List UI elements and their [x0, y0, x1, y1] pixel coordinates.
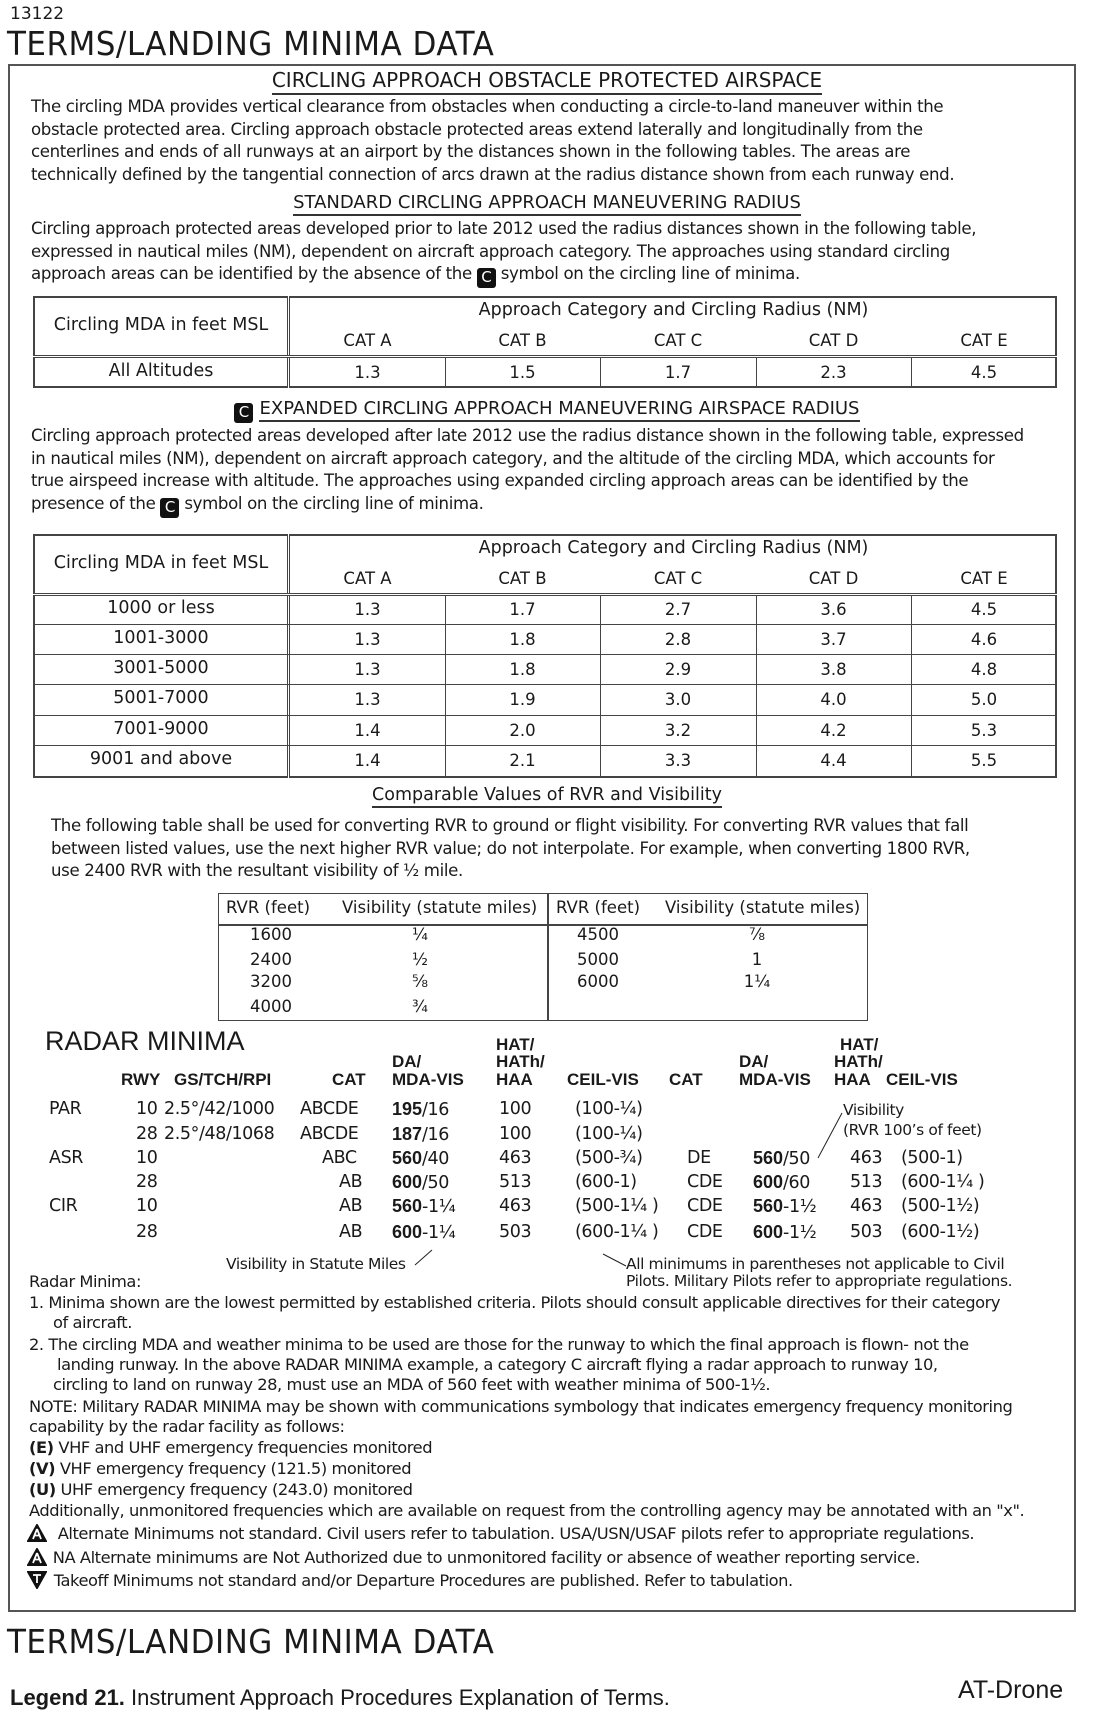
- table-cell: 1.7: [664, 363, 692, 382]
- paragraph-line: use 2400 RVR with the resultant visibility of ½ mile.: [51, 861, 463, 880]
- table-cell: 1.9: [509, 690, 536, 709]
- table-cell: 3.0: [664, 690, 692, 709]
- page-title: TERMS/LANDING MINIMA DATA: [7, 24, 495, 63]
- annotation-parentheses-note: All minimums in parentheses not applicable to Civil: [626, 1255, 1005, 1273]
- additionally-note: Additionally, unmonitored frequencies which are available on request from the controlling agency may be annotated with an "x".: [29, 1501, 1025, 1520]
- radar-minima-label: Radar Minima:: [29, 1272, 141, 1291]
- ceil-vis: (100-¼): [575, 1099, 643, 1119]
- header-gs-tch-rpi: GS/TCH/RPI: [174, 1070, 272, 1089]
- freq-item-v: [29, 1459, 411, 1479]
- runway: 28: [136, 1172, 158, 1192]
- table-cell: 1.8: [509, 660, 536, 679]
- freq-text: VHF and UHF emergency frequencies monitored: [53, 1438, 433, 1457]
- haa-2: 513: [850, 1172, 883, 1192]
- mda-value: 600: [753, 1172, 784, 1192]
- column-header-mda: Circling MDA in feet MSL: [53, 553, 269, 573]
- category: AB: [339, 1172, 363, 1192]
- symbol-description: Takeoff Minimums not standard and/or Departure Procedures are published. Refer to tabulation.: [53, 1571, 793, 1590]
- runway: 28: [136, 1124, 158, 1144]
- approach-type: ASR: [49, 1148, 84, 1168]
- table-cell: ⅞: [749, 925, 765, 944]
- haa: 463: [499, 1196, 532, 1216]
- gs-tch-rpi: 2.5°/48/1068: [164, 1124, 275, 1144]
- category: AB: [339, 1196, 363, 1216]
- heading-text: EXPANDED CIRCLING APPROACH MANEUVERING AIRSPACE RADIUS: [259, 398, 859, 422]
- table-cell: 2400: [250, 950, 292, 969]
- vis-value: /40: [422, 1149, 450, 1169]
- circling-c-symbol-icon: C: [234, 403, 253, 423]
- haa-2: 463: [850, 1148, 883, 1168]
- symbol-description: Alternate Minimums not standard. Civil users refer to tabulation. USA/USN/USAF pilots refer to appropriate regulations.: [57, 1524, 975, 1543]
- table-cell: ¾: [412, 997, 428, 1016]
- note-2-continued-2: circling to land on runway 28, must use an MDA of 560 feet with weather minima of 500-1½.: [53, 1375, 771, 1394]
- symbol-legend-alternate-na: [27, 1548, 920, 1568]
- circling-c-symbol-icon: C: [477, 268, 496, 288]
- table-cell: 1.3: [354, 660, 381, 679]
- freq-code: (V): [29, 1459, 56, 1478]
- note-1: 1. Minima shown are the lowest permitted by established criteria. Pilots should consult applicable directives for their category: [29, 1293, 1001, 1312]
- ceil-vis: (500-¾): [575, 1148, 643, 1168]
- column-header-cat-d: CAT D: [808, 331, 859, 350]
- paragraph-line: between listed values, use the next higher RVR value; do not interpolate. For example, when converting 1800 RVR,: [51, 838, 970, 858]
- caption-label: Legend 21.: [10, 1685, 125, 1710]
- annotation-visibility-rvr-units: (RVR 100’s of feet): [843, 1121, 982, 1139]
- header-hath: HATh/: [496, 1052, 545, 1071]
- mda-value: 560: [392, 1196, 423, 1216]
- haa-2: 503: [850, 1222, 883, 1242]
- table-cell: 4.0: [820, 690, 847, 709]
- table-cell: 2.3: [820, 363, 847, 382]
- vis-value: -1½: [783, 1223, 817, 1243]
- table-cell: 4.6: [970, 630, 998, 649]
- note-2: 2. The circling MDA and weather minima to be used are those for the runway to which the final approach is flown- not the: [29, 1335, 969, 1354]
- paragraph-line: true airspeed increase with altitude. The approaches using expanded circling approach areas can be identified by the: [31, 471, 969, 490]
- table-cell: ¼: [412, 925, 428, 944]
- haa: 503: [499, 1222, 532, 1242]
- paragraph-line: Circling approach protected areas developed prior to late 2012 used the radius distances shown in the following table,: [31, 219, 977, 238]
- table-cell: 2.9: [664, 660, 692, 679]
- row-label: 3001-5000: [113, 658, 209, 678]
- runway: 10: [136, 1148, 158, 1168]
- header-da: DA/: [392, 1052, 422, 1071]
- table-cell: 3.8: [820, 660, 847, 679]
- table-cell: 1.7: [509, 600, 536, 619]
- header-cat-2: CAT: [669, 1070, 703, 1089]
- column-header-rvr: RVR (feet): [556, 898, 641, 917]
- category-2: DE: [687, 1148, 711, 1168]
- table-cell: 2.7: [664, 600, 692, 619]
- category-2: CDE: [687, 1196, 723, 1216]
- haa: 513: [499, 1172, 532, 1192]
- vis-value: /50: [422, 1173, 450, 1193]
- freq-text: VHF emergency frequency (121.5) monitored: [55, 1459, 412, 1478]
- table-cell: 3.2: [664, 721, 692, 740]
- heading-text: STANDARD CIRCLING APPROACH MANEUVERING RADIUS: [293, 192, 801, 216]
- header-haa-2: HAA: [834, 1070, 871, 1089]
- ceil-vis: (600-1): [575, 1172, 637, 1192]
- row-label: 9001 and above: [89, 749, 233, 769]
- column-header-visibility: Visibility (statute miles): [665, 898, 861, 917]
- row-label: 1001-3000: [113, 628, 209, 648]
- row-label: 7001-9000: [113, 719, 209, 739]
- header-mda-vis-2: MDA-VIS: [739, 1070, 811, 1089]
- haa: 100: [499, 1124, 532, 1144]
- ceil-vis-2: (600-1½): [901, 1222, 980, 1242]
- column-group-header: Approach Category and Circling Radius (NM): [478, 538, 869, 558]
- note-2-continued: landing runway. In the above RADAR MINIMA example, a category C aircraft flying a radar approach to runway 10,: [57, 1355, 938, 1374]
- column-header-cat-b: CAT B: [498, 331, 547, 350]
- vis-value: /16: [422, 1125, 450, 1145]
- circling-c-symbol-icon: C: [160, 498, 179, 518]
- freq-code: (E): [29, 1438, 54, 1457]
- table-cell: 5.3: [970, 721, 998, 740]
- category: AB: [339, 1222, 363, 1242]
- freq-code: (U): [29, 1480, 56, 1499]
- category: ABCDE: [300, 1099, 359, 1119]
- freq-item-u: [29, 1480, 413, 1500]
- annotation-visibility-rvr: Visibility: [843, 1101, 904, 1119]
- column-header-cat-c: CAT C: [653, 331, 703, 350]
- table-cell: 4500: [577, 925, 619, 944]
- column-header-mda: Circling MDA in feet MSL: [53, 315, 269, 335]
- haa: 100: [499, 1099, 532, 1119]
- table-cell: 5000: [577, 950, 619, 969]
- row-label: All Altitudes: [108, 361, 214, 381]
- radar-minima-title: RADAR MINIMA: [45, 1026, 245, 1056]
- column-header-rvr: RVR (feet): [226, 898, 311, 917]
- ceil-vis: (100-¼): [575, 1124, 643, 1144]
- column-header-cat-a: CAT A: [343, 331, 392, 350]
- category-2: CDE: [687, 1222, 723, 1242]
- column-header-cat-b: CAT B: [498, 569, 547, 588]
- paragraph-line: The circling MDA provides vertical clearance from obstacles when conducting a circle-to-land maneuver within the: [31, 97, 944, 116]
- row-label: 1000 or less: [107, 598, 215, 618]
- table-cell: 5.0: [970, 690, 998, 709]
- table-cell: 4.5: [970, 600, 998, 619]
- table-cell: 3200: [250, 972, 292, 991]
- table-cell: 4000: [250, 997, 292, 1016]
- table-cell: 4.5: [970, 363, 998, 382]
- header-hat: HAT/: [496, 1035, 535, 1054]
- mda-value: 600: [392, 1222, 423, 1242]
- table-cell: 1.3: [354, 363, 381, 382]
- table-cell: 1.4: [354, 751, 381, 770]
- column-header-cat-e: CAT E: [960, 569, 1008, 588]
- mda-value: 560: [753, 1148, 784, 1168]
- row-label: 5001-7000: [113, 688, 209, 708]
- runway: 10: [136, 1099, 158, 1119]
- haa-2: 463: [850, 1196, 883, 1216]
- category-2: CDE: [687, 1172, 723, 1192]
- header-ceil-vis-2: CEIL-VIS: [886, 1070, 958, 1089]
- vis-value: -1¼: [422, 1197, 456, 1217]
- text-fragment: symbol on the circling line of minima.: [184, 493, 484, 513]
- table-cell: 1600: [250, 925, 292, 944]
- note-1-continued: of aircraft.: [53, 1313, 132, 1332]
- symbol-legend-takeoff: [27, 1571, 793, 1591]
- paragraph-line: The following table shall be used for converting RVR to ground or flight visibility. For converting RVR values that fall: [51, 816, 969, 835]
- text-fragment: symbol on the circling line of minima.: [500, 264, 800, 283]
- mda-value: 560: [392, 1148, 423, 1168]
- caption-text: Instrument Approach Procedures Explanation of Terms.: [124, 1685, 670, 1710]
- ceil-vis-2: (500-1): [901, 1148, 963, 1168]
- symbol-description: NA Alternate minimums are Not Authorized due to unmonitored facility or absence of weather reporting service.: [52, 1548, 920, 1567]
- paragraph-line: technically defined by the tangential connection of arcs drawn at the radius distance shown from each runway end.: [31, 164, 955, 184]
- header-ceil-vis: CEIL-VIS: [567, 1070, 639, 1089]
- vis-value: /16: [422, 1100, 450, 1120]
- table-cell: 3.3: [664, 751, 692, 770]
- mda-value: 600: [753, 1222, 784, 1242]
- annotation-visibility-statute: Visibility in Statute Miles: [226, 1255, 406, 1273]
- symbol-legend-alternate: [27, 1524, 974, 1544]
- header-rwy: RWY: [121, 1070, 161, 1089]
- category: ABC: [322, 1148, 357, 1168]
- mda-value: 560: [753, 1196, 784, 1216]
- vis-value: -1½: [783, 1197, 817, 1217]
- table-cell: 4.8: [970, 660, 998, 679]
- paragraph-line: centerlines and ends of all runways at an airport by the distances shown in the following tables. The areas are: [31, 142, 911, 161]
- mda-value: 195: [392, 1099, 423, 1119]
- column-header-cat-a: CAT A: [343, 569, 392, 588]
- vis-value: -1¼: [422, 1223, 456, 1243]
- header-hath-2: HATh/: [834, 1052, 883, 1071]
- table-cell: 1.3: [354, 600, 381, 619]
- table-cell: 1.3: [354, 690, 381, 709]
- text-fragment: approach areas can be identified by the absence of the: [31, 264, 472, 283]
- table-cell: 1.5: [509, 363, 536, 382]
- runway: 28: [136, 1222, 158, 1242]
- header-mda-vis: MDA-VIS: [392, 1070, 464, 1089]
- table-cell: 1.3: [354, 630, 381, 649]
- vis-value: /60: [783, 1173, 811, 1193]
- header-cat: CAT: [332, 1070, 366, 1089]
- table-cell: 3.6: [820, 600, 847, 619]
- table-cell: 2.0: [509, 721, 536, 740]
- table-cell: ½: [412, 950, 428, 969]
- ceil-vis-2: (600-1¼ ): [901, 1172, 985, 1192]
- takeoff-minimums-triangle-icon: [27, 1571, 47, 1589]
- header-haa: HAA: [496, 1070, 533, 1089]
- table-cell: 2.8: [664, 630, 692, 649]
- paragraph-line: expressed in nautical miles (NM), dependent on aircraft approach category. The approaches using standard circling: [31, 241, 950, 261]
- freq-item-e: [29, 1438, 432, 1458]
- table-cell: 5.5: [970, 751, 998, 770]
- category: ABCDE: [300, 1124, 359, 1144]
- freq-text: UHF emergency frequency (243.0) monitored: [55, 1480, 413, 1499]
- column-header-cat-c: CAT C: [653, 569, 703, 588]
- paragraph-line: in nautical miles (NM), dependent on aircraft approach category, and the altitude of the circling MDA, which accounts for: [31, 448, 995, 468]
- text-fragment: presence of the: [31, 493, 156, 513]
- alternate-na-triangle-icon: [27, 1548, 47, 1566]
- table-cell: 1.4: [354, 721, 381, 740]
- mda-value: 600: [392, 1172, 423, 1192]
- brand-watermark: AT-Drone: [958, 1676, 1064, 1704]
- table-cell: 1.8: [509, 630, 536, 649]
- gs-tch-rpi: 2.5°/42/1000: [164, 1099, 275, 1119]
- military-note: NOTE: Military RADAR MINIMA may be shown with communications symbology that indicates emergency frequency monitoring: [29, 1397, 1013, 1416]
- header-hat-2: HAT/: [840, 1035, 879, 1054]
- column-group-header: Approach Category and Circling Radius (NM): [478, 300, 869, 320]
- paragraph-line: Circling approach protected areas developed after late 2012 use the radius distance shown in the following table, expressed: [31, 426, 1024, 445]
- mda-value: 187: [392, 1124, 423, 1144]
- table-cell: 4.2: [820, 721, 847, 740]
- table-cell: 1: [751, 950, 763, 969]
- runway: 10: [136, 1196, 158, 1216]
- ceil-vis: (500-1¼ ): [575, 1196, 659, 1216]
- bottom-title: TERMS/LANDING MINIMA DATA: [7, 1622, 495, 1661]
- heading-text: Comparable Values of RVR and Visibility: [372, 785, 722, 808]
- document-number: 13122: [10, 4, 65, 24]
- column-header-cat-e: CAT E: [960, 331, 1008, 350]
- column-header-visibility: Visibility (statute miles): [342, 898, 538, 917]
- annotation-parentheses-note-2: Pilots. Military Pilots refer to appropriate regulations.: [626, 1272, 1013, 1290]
- table-cell: 6000: [577, 972, 619, 991]
- heading-text: CIRCLING APPROACH OBSTACLE PROTECTED AIRSPACE: [272, 68, 822, 95]
- column-header-cat-d: CAT D: [808, 569, 859, 588]
- vis-value: /50: [783, 1149, 811, 1169]
- figure-caption: [10, 1685, 670, 1711]
- table-cell: 2.1: [509, 751, 536, 770]
- table-cell: 3.7: [820, 630, 847, 649]
- approach-type: CIR: [49, 1196, 78, 1216]
- ceil-vis: (600-1¼ ): [575, 1222, 659, 1242]
- haa: 463: [499, 1148, 532, 1168]
- table-cell: 1¼: [743, 972, 771, 991]
- approach-type: PAR: [49, 1099, 82, 1119]
- header-da-2: DA/: [739, 1052, 769, 1071]
- paragraph-line: obstacle protected area. Circling approach obstacle protected areas extend laterally and longitudinally from the: [31, 119, 923, 139]
- military-note-continued: capability by the radar facility as follows:: [29, 1417, 345, 1436]
- ceil-vis-2: (500-1½): [901, 1196, 980, 1216]
- alternate-minimums-triangle-icon: [27, 1524, 47, 1542]
- table-cell: 4.4: [820, 751, 847, 770]
- table-cell: ⅝: [412, 972, 428, 991]
